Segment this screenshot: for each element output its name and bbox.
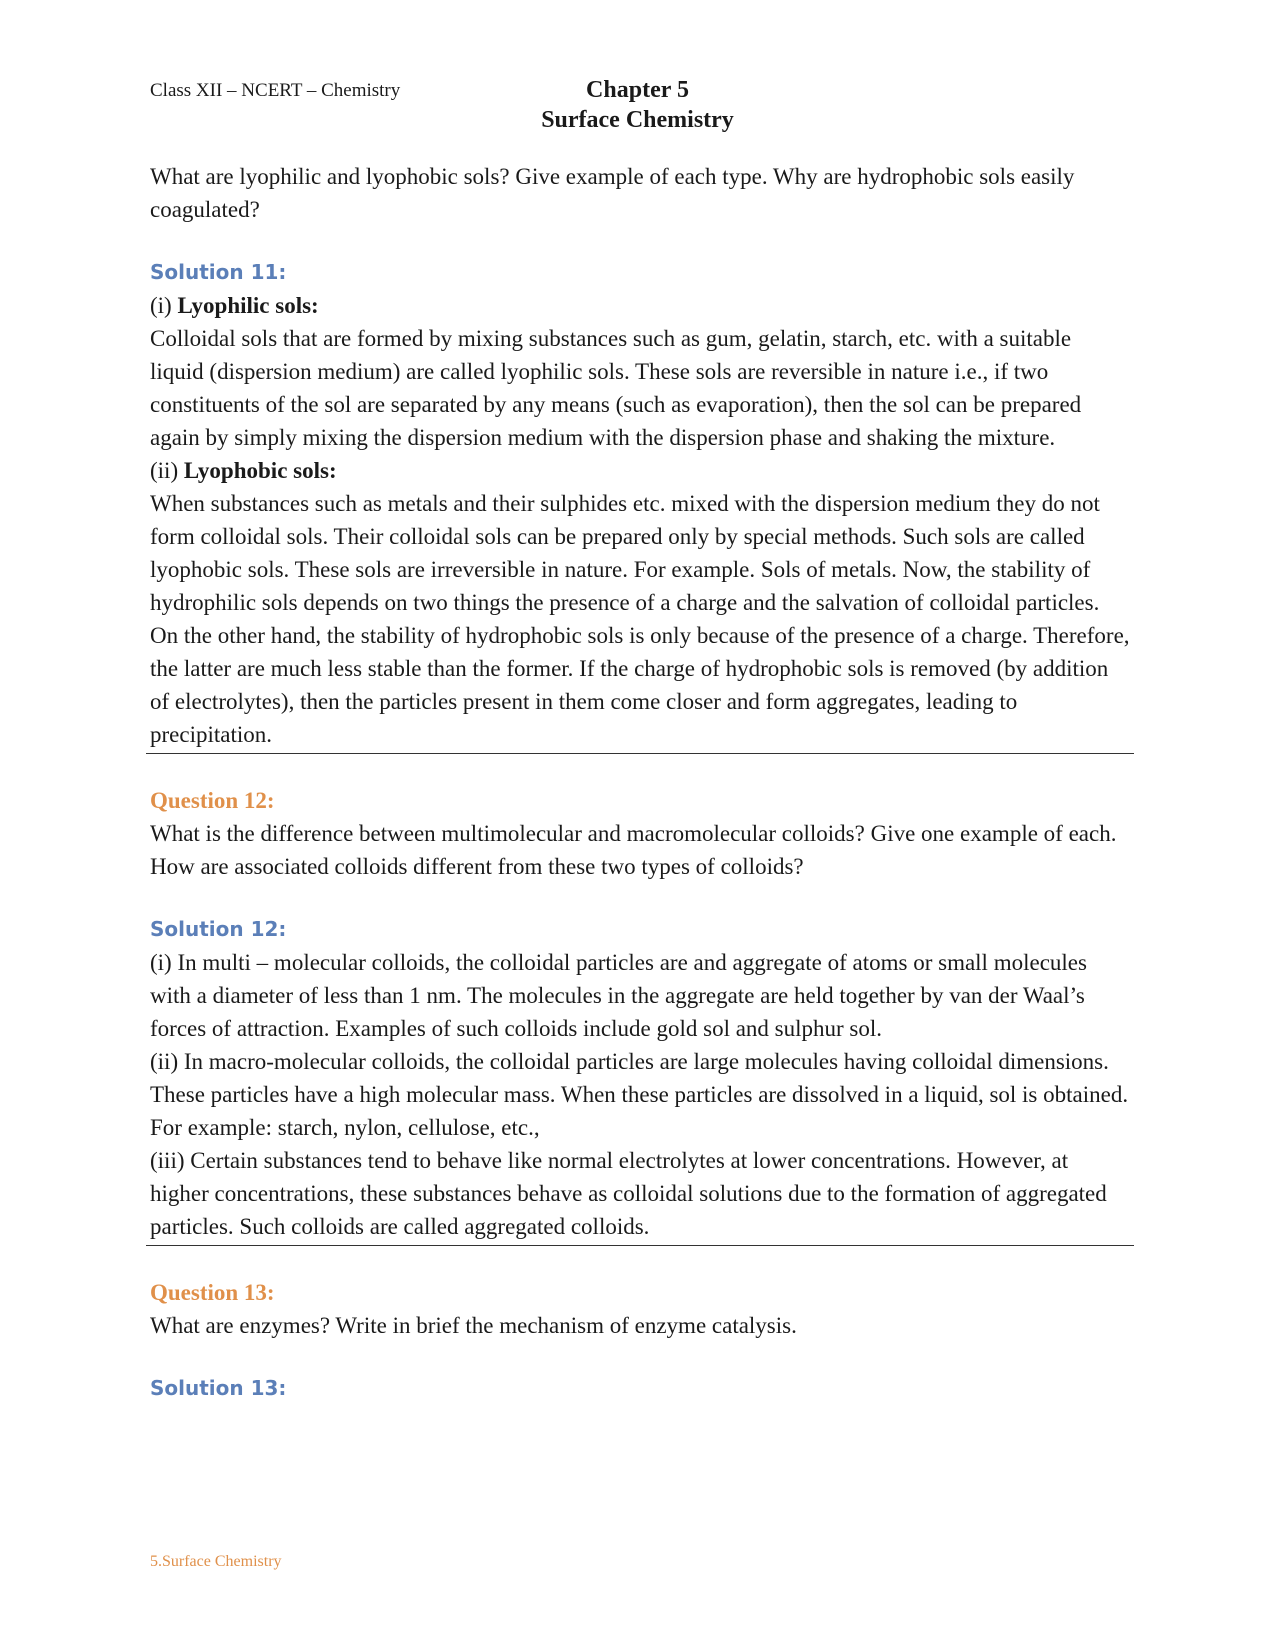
q11-part2-prefix: (ii) xyxy=(150,458,184,483)
q11-question-text: What are lyophilic and lyophobic sols? Give example of each type. Why are hydrophobic sols easily coagulated? xyxy=(150,164,1075,222)
q13-question-text: What are enzymes? Write in brief the mechanism of enzyme catalysis. xyxy=(150,1313,797,1338)
solution-12-label: Solution 12: xyxy=(150,917,287,941)
q11-part1-heading-line xyxy=(150,289,1130,322)
q11-part1-prefix: (i) xyxy=(150,293,178,318)
q12-part2-text: (ii) In macro-molecular colloids, the colloidal particles are large molecules having colloidal dimensions. These particles have a high molecular mass. When these particles are dissolved in a liquid, sol is obtained. For example: starch, nylon, cellulose, etc., xyxy=(150,1049,1129,1140)
question-12-label: Question 12: xyxy=(150,788,275,813)
question-13-label: Question 13: xyxy=(150,1280,275,1305)
chapter-title: Surface Chemistry xyxy=(541,107,734,133)
header-chapter-block xyxy=(400,75,875,135)
chapter-number: Chapter 5 xyxy=(586,77,689,103)
solution-11-label: Solution 11: xyxy=(150,260,287,284)
q12-part1-text: (i) In multi – molecular colloids, the colloidal particles are and aggregate of atoms or small molecules with a diameter of less than 1 nm. The molecules in the aggregate are held together by van der Waal’s forces of attraction. Examples of such colloids include gold sol and sulphur sol. xyxy=(150,950,1087,1041)
q11-part2-text: When substances such as metals and their sulphides etc. mixed with the dispersion medium they do not form colloidal sols. Their colloidal sols can be prepared only by special methods. Such sols are called lyophobic sols. These sols are irreversible in nature. For example. Sols of metals. Now, the stability of hydrophilic sols depends on two things the presence of a charge and the salvation of colloidal particles. On the other hand, the stability of hydrophobic sols is only because of the presence of a charge. Therefore, the latter are much less stable than the former. If the charge of hydrophobic sols is removed (by addition of electrolytes), then the particles present in them come closer and form aggregates, leading to precipitation. xyxy=(150,491,1130,747)
header-course-label: Class XII – NCERT – Chemistry xyxy=(150,80,401,101)
q11-part1-text: Colloidal sols that are formed by mixing substances such as gum, gelatin, starch, etc. with a suitable liquid (dispersion medium) are called lyophilic sols. These sols are reversible in nature i.e., if two constituents of the sol are separated by any means (such as evaporation), then the sol can be prepared again by simply mixing the dispersion medium with the dispersion phase and shaking the mixture. xyxy=(150,326,1082,450)
solution-13-label: Solution 13: xyxy=(150,1376,287,1400)
q11-part1-heading: Lyophilic sols: xyxy=(177,293,319,318)
footer-chapter-label: 5.Surface Chemistry xyxy=(150,1553,282,1570)
q11-part2-heading: Lyophobic sols: xyxy=(183,458,337,483)
q12-part3-text: (iii) Certain substances tend to behave like normal electrolytes at lower concentrations. However, at higher concentrations, these substances behave as colloidal solutions due to the formation of aggregated particles. Such colloids are called aggregated colloids. xyxy=(150,1148,1107,1239)
q11-part2-heading-line xyxy=(150,454,1130,487)
page-content xyxy=(150,160,1130,1405)
q12-question-text: What is the difference between multimolecular and macromolecular colloids? Give one example of each. How are associated colloids different from these two types of colloids? xyxy=(150,821,1117,879)
